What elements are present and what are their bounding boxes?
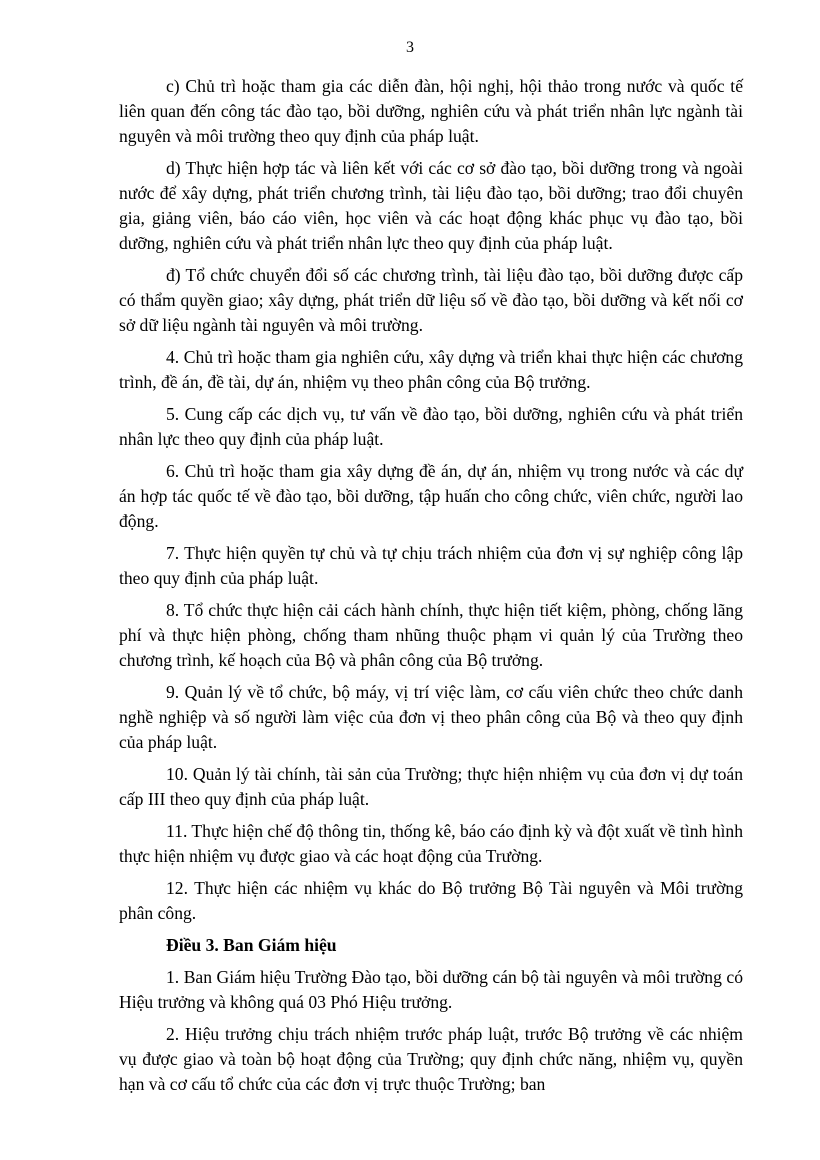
paragraph-8: 8. Tổ chức thực hiện cải cách hành chính, thực hiện tiết kiệm, phòng, chống lãng phí và thực hiện phòng, chống tham nhũng thuộc phạm vi quản lý của Trường theo chương trình, kế hoạch của Bộ và phân công của Bộ trưởng. [119, 600, 743, 670]
paragraph-dd: đ) Tổ chức chuyển đổi số các chương trình, tài liệu đào tạo, bồi dưỡng được cấp có thẩm quyền giao; xây dựng, phát triển dữ liệu số về đào tạo, bồi dưỡng và kết nối cơ sở dữ liệu ngành tài nguyên và môi trường. [119, 265, 743, 335]
page-number: 3 [406, 39, 414, 56]
paragraph-7: 7. Thực hiện quyền tự chủ và tự chịu trách nhiệm của đơn vị sự nghiệp công lập theo quy định của pháp luật. [119, 543, 743, 588]
paragraph-9: 9. Quản lý về tổ chức, bộ máy, vị trí việc làm, cơ cấu viên chức theo chức danh nghề nghiệp và số người làm việc của đơn vị theo phân công của Bộ và theo quy định của pháp luật. [119, 682, 743, 752]
paragraph-5: 5. Cung cấp các dịch vụ, tư vấn về đào tạo, bồi dưỡng, nghiên cứu và phát triển nhân lực theo quy định của pháp luật. [119, 404, 743, 449]
paragraph-4: 4. Chủ trì hoặc tham gia nghiên cứu, xây dựng và triển khai thực hiện các chương trình, đề án, đề tài, dự án, nhiệm vụ theo phân công của Bộ trưởng. [119, 347, 743, 392]
paragraph-11: 11. Thực hiện chế độ thông tin, thống kê, báo cáo định kỳ và đột xuất về tình hình thực hiện nhiệm vụ được giao và các hoạt động của Trường. [119, 821, 743, 866]
paragraph-10: 10. Quản lý tài chính, tài sản của Trường; thực hiện nhiệm vụ của đơn vị dự toán cấp III theo quy định của pháp luật. [119, 764, 743, 809]
paragraph-6: 6. Chủ trì hoặc tham gia xây dựng đề án, dự án, nhiệm vụ trong nước và các dự án hợp tác quốc tế về đào tạo, bồi dưỡng, tập huấn cho công chức, viên chức, người lao động. [119, 461, 743, 531]
document-body [119, 74, 743, 1104]
paragraph-c: c) Chủ trì hoặc tham gia các diễn đàn, hội nghị, hội thảo trong nước và quốc tế liên quan đến công tác đào tạo, bồi dưỡng, nghiên cứu và phát triển nhân lực ngành tài nguyên và môi trường theo quy định của pháp luật. [119, 76, 743, 146]
article-3-paragraph-1: 1. Ban Giám hiệu Trường Đào tạo, bồi dưỡng cán bộ tài nguyên và môi trường có Hiệu trưởng và không quá 03 Phó Hiệu trưởng. [119, 967, 743, 1012]
article-3-heading: Điều 3. Ban Giám hiệu [166, 935, 337, 955]
paragraph-d: d) Thực hiện hợp tác và liên kết với các cơ sở đào tạo, bồi dưỡng trong và ngoài nước để xây dựng, phát triển chương trình, tài liệu đào tạo, bồi dưỡng; trao đổi chuyên gia, giảng viên, báo cáo viên, học viên và các hoạt động khác phục vụ đào tạo, bồi dưỡng, nghiên cứu và phát triển nhân lực theo quy định của pháp luật. [119, 158, 743, 253]
article-3-paragraph-2: 2. Hiệu trưởng chịu trách nhiệm trước pháp luật, trước Bộ trưởng về các nhiệm vụ được giao và toàn bộ hoạt động của Trường; quy định chức năng, nhiệm vụ, quyền hạn và cơ cấu tổ chức của các đơn vị trực thuộc Trường; ban [119, 1024, 743, 1094]
paragraph-12: 12. Thực hiện các nhiệm vụ khác do Bộ trưởng Bộ Tài nguyên và Môi trường phân công. [119, 878, 743, 923]
